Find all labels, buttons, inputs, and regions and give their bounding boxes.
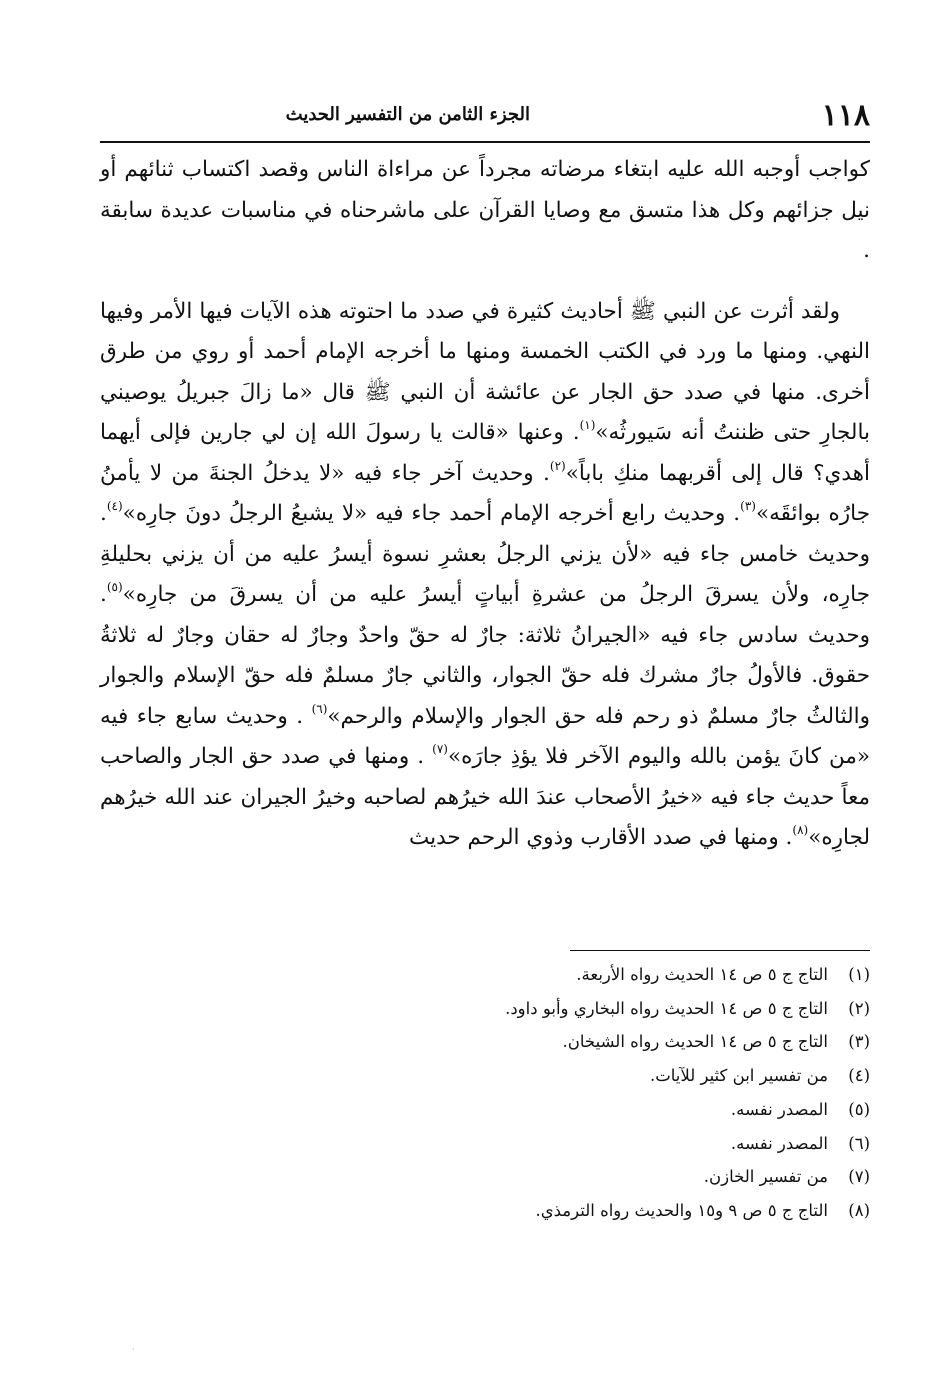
paragraph-2: [100, 292, 870, 859]
footnote-item: [100, 958, 870, 992]
main-text: [100, 150, 870, 859]
paragraph-1: كواجب أوجبه الله عليه ابتغاء مرضاته مجرداً عن مراءاة الناس وقصد اكتساب ثنائهم أو نيل جزائهم وكل هذا متسق مع وصايا القرآن على ماشرحناه في مناسبات عديدة سابقة .: [100, 157, 870, 263]
footnote-item: [100, 1093, 870, 1127]
footnote-text: المصدر نفسه.: [730, 1133, 828, 1153]
footnote-ref-6[interactable]: (٦): [311, 701, 328, 716]
footnote-item: [100, 1127, 870, 1161]
footnote-text: التاج ج ٥ ص ١٤ الحديث رواه البخاري وأبو داود.: [505, 998, 828, 1018]
footnote-text: من تفسير الخازن.: [703, 1167, 828, 1187]
footnote-item: [100, 1025, 870, 1059]
text-segment: . وحديث رابع أخرجه الإمام أحمد جاء فيه «لا يشبعُ الرجلُ دونَ جارِه»: [122, 501, 741, 526]
footnote-text: التاج ج ٥ ص ١٤ الحديث رواه الشيخان.: [562, 1032, 828, 1052]
footnote-ref-3[interactable]: (٣): [740, 499, 756, 513]
scan-speck: ·: [132, 1345, 135, 1354]
footnote-text: التاج ج ٥ ص ١٤ الحديث رواه الأربعة.: [576, 965, 828, 984]
text-segment: . وحديث سادس جاء فيه «الجيرانُ ثلاثة: جارٌ له حقّ واحدٌ وجارٌ له حقان وجارٌ له ثلاثةُ حقوق. فالأولُ جارٌ مشرك فله حقّ الجوار، والثاني جارٌ مسلمٌ فله حقّ الإسلام والجوار والثالثُ جارٌ مسلمٌ ذو رحم فله حق الجوار والإسلام والرحم»: [100, 582, 870, 729]
footnote-number: (٨): [848, 1200, 870, 1220]
footnote-number: (٥): [848, 1099, 870, 1119]
footnote-number: (٤): [848, 1066, 870, 1086]
text-segment: . وحديث آخر جاء فيه «لا يدخلُ الجنةَ من لا يأمنُ جارُه بوائقَه»: [100, 460, 870, 526]
text-segment: ولقد أثرت عن النبي ﷺ أحاديث كثيرة في صدد ما احتوته هذه الآيات فيها الأمر وفيها النهي. ومنها ما ورد في الكتب الخمسة ومنها ما أخرجه الإمام أحمد أو روي من طرق أخرى. منها في صدد حق الجار عن عائشة أن النبي ﷺ قال «ما زالَ جبريلُ يوصيني بالجارِ حتى ظننتُ أنه سَيورثُه»: [100, 298, 871, 445]
page-number: ١١٨: [821, 98, 870, 133]
footnote-number: (١): [848, 965, 870, 984]
text-segment: . ومنها في صدد الأقارب وذوي الرحم حديث: [409, 825, 793, 850]
running-title: الجزء الثامن من التفسير الحديث: [285, 104, 530, 125]
footnote-ref-2[interactable]: (٢): [549, 458, 566, 473]
text-segment: . وحديث سابع جاء فيه «من كانَ يؤمن بالله واليوم الآخر فلا يؤذِ جارَه»: [100, 703, 870, 769]
text-segment: . ومنها في صدد حق الجار والصاحب معاً حديث جاء فيه «خيرُ الأصحاب عندَ الله خيرُهم لصاحبه وخيرُ الجيران عند الله خيرُهم لجارِه»: [100, 744, 870, 850]
footnote-number: (٦): [848, 1133, 870, 1153]
page-header: [100, 96, 870, 136]
footnote-ref-1[interactable]: (١): [579, 418, 596, 432]
footnote-ref-4[interactable]: (٤): [106, 499, 123, 513]
header-divider: [100, 141, 870, 143]
footnote-divider: [570, 950, 870, 951]
footnote-item: [100, 1059, 870, 1093]
text-segment: . وعنها «قالت يا رسولَ الله إن لي جارين فإلى أيهما أهدي؟ قال إلى أقربهما منكِ باباً»: [100, 420, 870, 486]
footnote-text: من تفسير ابن كثير للآيات.: [649, 1066, 828, 1086]
text-segment: . وحديث خامس جاء فيه «لأن يزني الرجلُ بعشرِ نسوة أيسرُ عليه من أن يزني بحليلةِ جارِه، ولأن يسرقَ الرجلُ من عشرةِ أبياتٍ أيسرُ عليه من أن يسرقَ من جارِه»: [100, 501, 870, 607]
footnote-number: (٣): [848, 1032, 870, 1052]
footnote-item: [100, 992, 870, 1026]
footnote-ref-5[interactable]: (٥): [106, 580, 123, 594]
footnote-ref-8[interactable]: (٨): [792, 823, 809, 837]
footnote-text: التاج ج ٥ ص ٩ و١٥ والحديث رواه الترمذي.: [535, 1200, 828, 1220]
footnote-text: المصدر نفسه.: [730, 1099, 828, 1119]
footnote-number: (٢): [848, 998, 870, 1018]
footnote-item: [100, 1194, 870, 1228]
footnotes-list: [100, 958, 870, 1228]
footnote-ref-7[interactable]: (٧): [432, 742, 448, 756]
footnote-item: [100, 1160, 870, 1194]
footnote-number: (٧): [848, 1167, 870, 1187]
